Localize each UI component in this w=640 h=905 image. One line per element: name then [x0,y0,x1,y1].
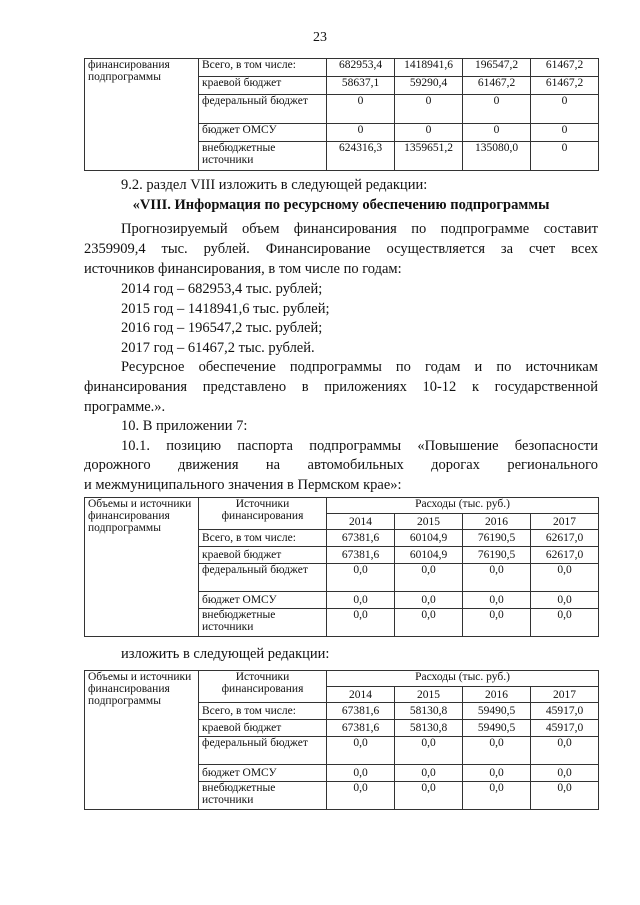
value-cell: 0,0 [395,564,463,592]
year-header: 2015 [395,514,463,530]
year-header: 2017 [531,687,599,703]
source-cell: Всего, в том числе: [199,530,327,547]
value-cell: 624316,3 [327,142,395,171]
value-cell: 59490,5 [463,703,531,720]
source-cell: Всего, в том числе: [199,703,327,720]
page-number: 23 [313,30,327,45]
value-cell: 61467,2 [463,77,531,95]
table-top [84,58,599,171]
sources-header: Источники финансирования [199,671,327,703]
value-cell: 61467,2 [531,77,599,95]
value-cell: 0,0 [327,564,395,592]
section-heading: «VIII. Информация по ресурсному обеспечению подпрограммы [132,197,550,213]
paragraph-forecast-line: источников финансирования, в том числе по годам: [84,261,402,277]
paragraph-resource-line: программе.». [84,399,166,415]
year-line-2016: 2016 год – 196547,2 тыс. рублей; [121,320,323,336]
value-cell: 0,0 [395,592,463,609]
value-cell: 0,0 [463,564,531,592]
year-header: 2016 [463,514,531,530]
source-cell: краевой бюджет [199,547,327,564]
source-cell: федеральный бюджет [199,564,327,592]
value-cell: 0 [327,95,395,124]
expenses-header: Расходы (тыс. руб.) [327,671,599,687]
value-cell: 58637,1 [327,77,395,95]
value-cell: 0 [395,95,463,124]
source-cell: бюджет ОМСУ [199,592,327,609]
year-header: 2014 [327,687,395,703]
value-cell: 0,0 [327,609,395,637]
value-cell: 58130,8 [395,703,463,720]
value-cell: 0,0 [327,765,395,782]
value-cell: 135080,0 [463,142,531,171]
value-cell: 0 [327,124,395,142]
source-cell: бюджет ОМСУ [199,765,327,782]
source-cell: краевой бюджет [199,720,327,737]
table-old [84,497,599,637]
paragraph-10-1-line: и межмуниципального значения в Пермском крае»: [84,477,402,493]
paragraph-replace: изложить в следующей редакции: [121,646,330,662]
value-cell: 0,0 [531,737,599,765]
value-cell: 0 [463,95,531,124]
table-new [84,670,599,810]
value-cell: 62617,0 [531,530,599,547]
value-cell: 60104,9 [395,547,463,564]
paragraph-9-2: 9.2. раздел VIII изложить в следующей редакции: [121,177,428,193]
source-cell: внебюджетные источники [199,782,327,810]
value-cell: 0,0 [531,592,599,609]
value-cell: 0,0 [327,782,395,810]
value-cell: 0 [395,124,463,142]
paragraph-forecast-line: 2359909,4 тыс. рублей. Финансирование осуществляется за счет всех [84,241,598,257]
source-cell: федеральный бюджет [199,95,327,124]
source-cell: краевой бюджет [199,77,327,95]
value-cell: 0,0 [395,765,463,782]
sources-header: Источники финансирования [199,498,327,530]
value-cell: 0,0 [463,592,531,609]
value-cell: 0,0 [531,765,599,782]
table-header-row [85,498,599,514]
year-header: 2016 [463,687,531,703]
paragraph-resource-line: финансирования представлено в приложениях 10-12 к государственной [84,379,598,395]
paragraph-10-1-line: дорожного движения на автомобильных дорогах регионального [84,457,598,473]
table-row [85,59,599,77]
value-cell: 0,0 [531,782,599,810]
value-cell: 60104,9 [395,530,463,547]
value-cell: 0,0 [327,737,395,765]
year-line-2015: 2015 год – 1418941,6 тыс. рублей; [121,301,330,317]
value-cell: 61467,2 [531,59,599,77]
paragraph-10: 10. В приложении 7: [121,418,248,434]
value-cell: 0,0 [463,765,531,782]
table-label: Объемы и источники финансирования подпрограммы [85,671,199,810]
value-cell: 1359651,2 [395,142,463,171]
value-cell: 59490,5 [463,720,531,737]
year-line-2017: 2017 год – 61467,2 тыс. рублей. [121,340,315,356]
value-cell: 0,0 [327,592,395,609]
value-cell: 1418941,6 [395,59,463,77]
section-label: финансирования подпрограммы [85,59,199,171]
value-cell: 0,0 [395,609,463,637]
source-cell: внебюджетные источники [199,609,327,637]
year-header: 2017 [531,514,599,530]
expenses-header: Расходы (тыс. руб.) [327,498,599,514]
table-label: Объемы и источники финансирования подпрограммы [85,498,199,637]
value-cell: 0,0 [463,782,531,810]
value-cell: 76190,5 [463,547,531,564]
value-cell: 45917,0 [531,720,599,737]
value-cell: 0,0 [531,564,599,592]
year-header: 2015 [395,687,463,703]
source-cell: бюджет ОМСУ [199,124,327,142]
value-cell: 45917,0 [531,703,599,720]
table-header-row [85,671,599,687]
year-header: 2014 [327,514,395,530]
value-cell: 67381,6 [327,703,395,720]
value-cell: 67381,6 [327,720,395,737]
value-cell: 58130,8 [395,720,463,737]
value-cell: 67381,6 [327,530,395,547]
value-cell: 0 [463,124,531,142]
value-cell: 0,0 [463,609,531,637]
value-cell: 62617,0 [531,547,599,564]
value-cell: 0 [531,124,599,142]
paragraph-resource-line: Ресурсное обеспечение подпрограммы по годам и по источникам [121,359,598,375]
value-cell: 0,0 [395,737,463,765]
value-cell: 76190,5 [463,530,531,547]
paragraph-10-1-line: 10.1. позицию паспорта подпрограммы «Повышение безопасности [121,438,598,454]
value-cell: 0 [531,142,599,171]
value-cell: 682953,4 [327,59,395,77]
value-cell: 0,0 [531,609,599,637]
paragraph-forecast-line: Прогнозируемый объем финансирования по подпрограмме составит [121,221,598,237]
value-cell: 0,0 [395,782,463,810]
value-cell: 196547,2 [463,59,531,77]
source-cell: Всего, в том числе: [199,59,327,77]
source-cell: федеральный бюджет [199,737,327,765]
value-cell: 0 [531,95,599,124]
value-cell: 67381,6 [327,547,395,564]
year-line-2014: 2014 год – 682953,4 тыс. рублей; [121,281,323,297]
value-cell: 0,0 [463,737,531,765]
source-cell: внебюджетные источники [199,142,327,171]
value-cell: 59290,4 [395,77,463,95]
